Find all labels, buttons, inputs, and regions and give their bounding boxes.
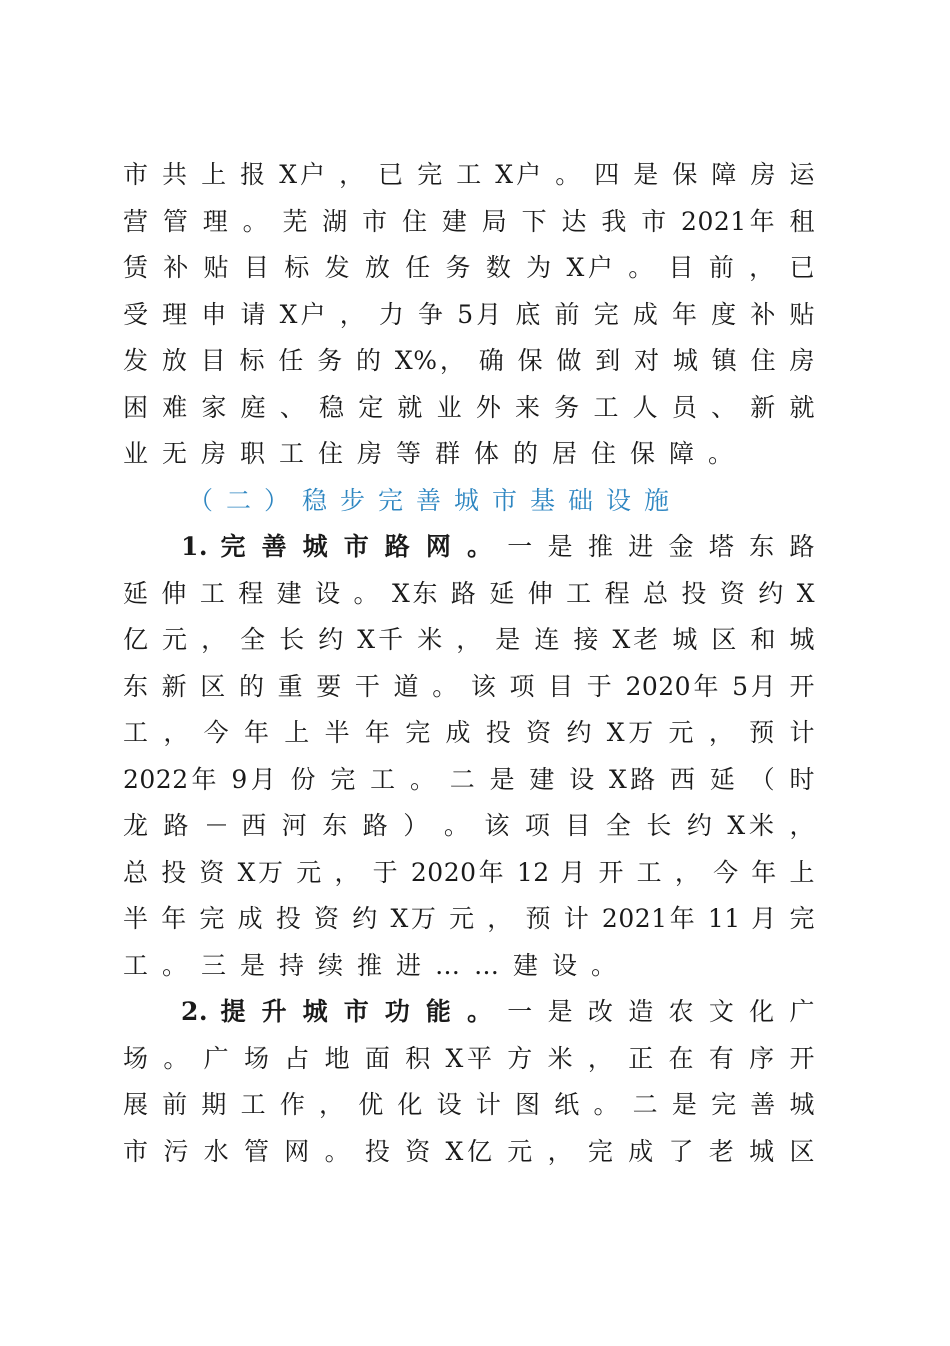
section-heading: （二）稳步完善城市基础设施 xyxy=(188,485,683,515)
text-line: 赁 补 贴 目 标 发 放 任 务 数 为 X户 。 目 前 ， 已 xyxy=(123,253,815,282)
text-line: 场 。 广 场 占 地 面 积 X平 方 米 ， 正 在 有 序 开 xyxy=(123,1043,815,1073)
text-line: 2022年 9月 份 完 工 。 二 是 建 设 X路 西 延 （ 时 xyxy=(123,764,815,794)
text-line: 困 难 家 庭 、 稳 定 就 业 外 来 务 工 人 员 、 新 就 xyxy=(123,392,815,422)
text-line: 市 污 水 管 网 。 投 资 X亿 元 ， 完 成 了 老 城 区 xyxy=(123,1136,815,1166)
text-line: 发 放 目 标 任 务 的 X%， 确 保 做 到 对 城 镇 住 房 xyxy=(123,346,815,375)
item-title: 1. 完 善 城 市 路 网 。 xyxy=(181,532,496,561)
text-line: 亿 元 ， 全 长 约 X千 米 ， 是 连 接 X老 城 区 和 城 xyxy=(123,625,815,654)
text-line: 营 管 理 。 芜 湖 市 住 建 局 下 达 我 市 2021年 租 xyxy=(123,206,815,236)
text-line: 半 年 完 成 投 资 约 X万 元 ， 预 计 2021年 11 月 完 xyxy=(123,904,815,933)
text-line: 延 伸 工 程 建 设 。 X东 路 延 伸 工 程 总 投 资 约 X xyxy=(123,578,815,608)
text-line: 展 前 期 工 作 ， 优 化 设 计 图 纸 。 二 是 完 善 城 xyxy=(123,1090,815,1119)
text-run: 一 是 改 造 农 文 化 广 xyxy=(495,997,815,1026)
document-page xyxy=(123,152,815,1175)
text-line xyxy=(123,524,815,571)
text-line: 龙 路 － 西 河 东 路 ） 。 该 项 目 全 长 约 X米 ， xyxy=(123,811,815,840)
item-title: 2. 提 升 城 市 功 能 。 xyxy=(181,997,496,1026)
text-line: 市 共 上 报 X户 ， 已 完 工 X户 。 四 是 保 障 房 运 xyxy=(123,160,815,189)
text-line: 东 新 区 的 重 要 干 道 。 该 项 目 于 2020年 5月 开 xyxy=(123,671,815,701)
text-line: 总 投 资 X万 元 ， 于 2020年 12 月 开 工 ， 今 年 上 xyxy=(123,857,815,887)
text-line: 工 ， 今 年 上 半 年 完 成 投 资 约 X万 元 ， 预 计 xyxy=(123,718,815,747)
text-line: 工。三是持续推进……建设。 xyxy=(123,950,631,980)
text-line: 业无房职工住房等群体的居住保障。 xyxy=(123,439,748,468)
text-run: 一 是 推 进 金 塔 东 路 xyxy=(495,532,815,561)
text-line: 受 理 申 请 X户 ， 力 争 5月 底 前 完 成 年 度 补 贴 xyxy=(123,299,815,329)
text-line xyxy=(123,989,815,1036)
